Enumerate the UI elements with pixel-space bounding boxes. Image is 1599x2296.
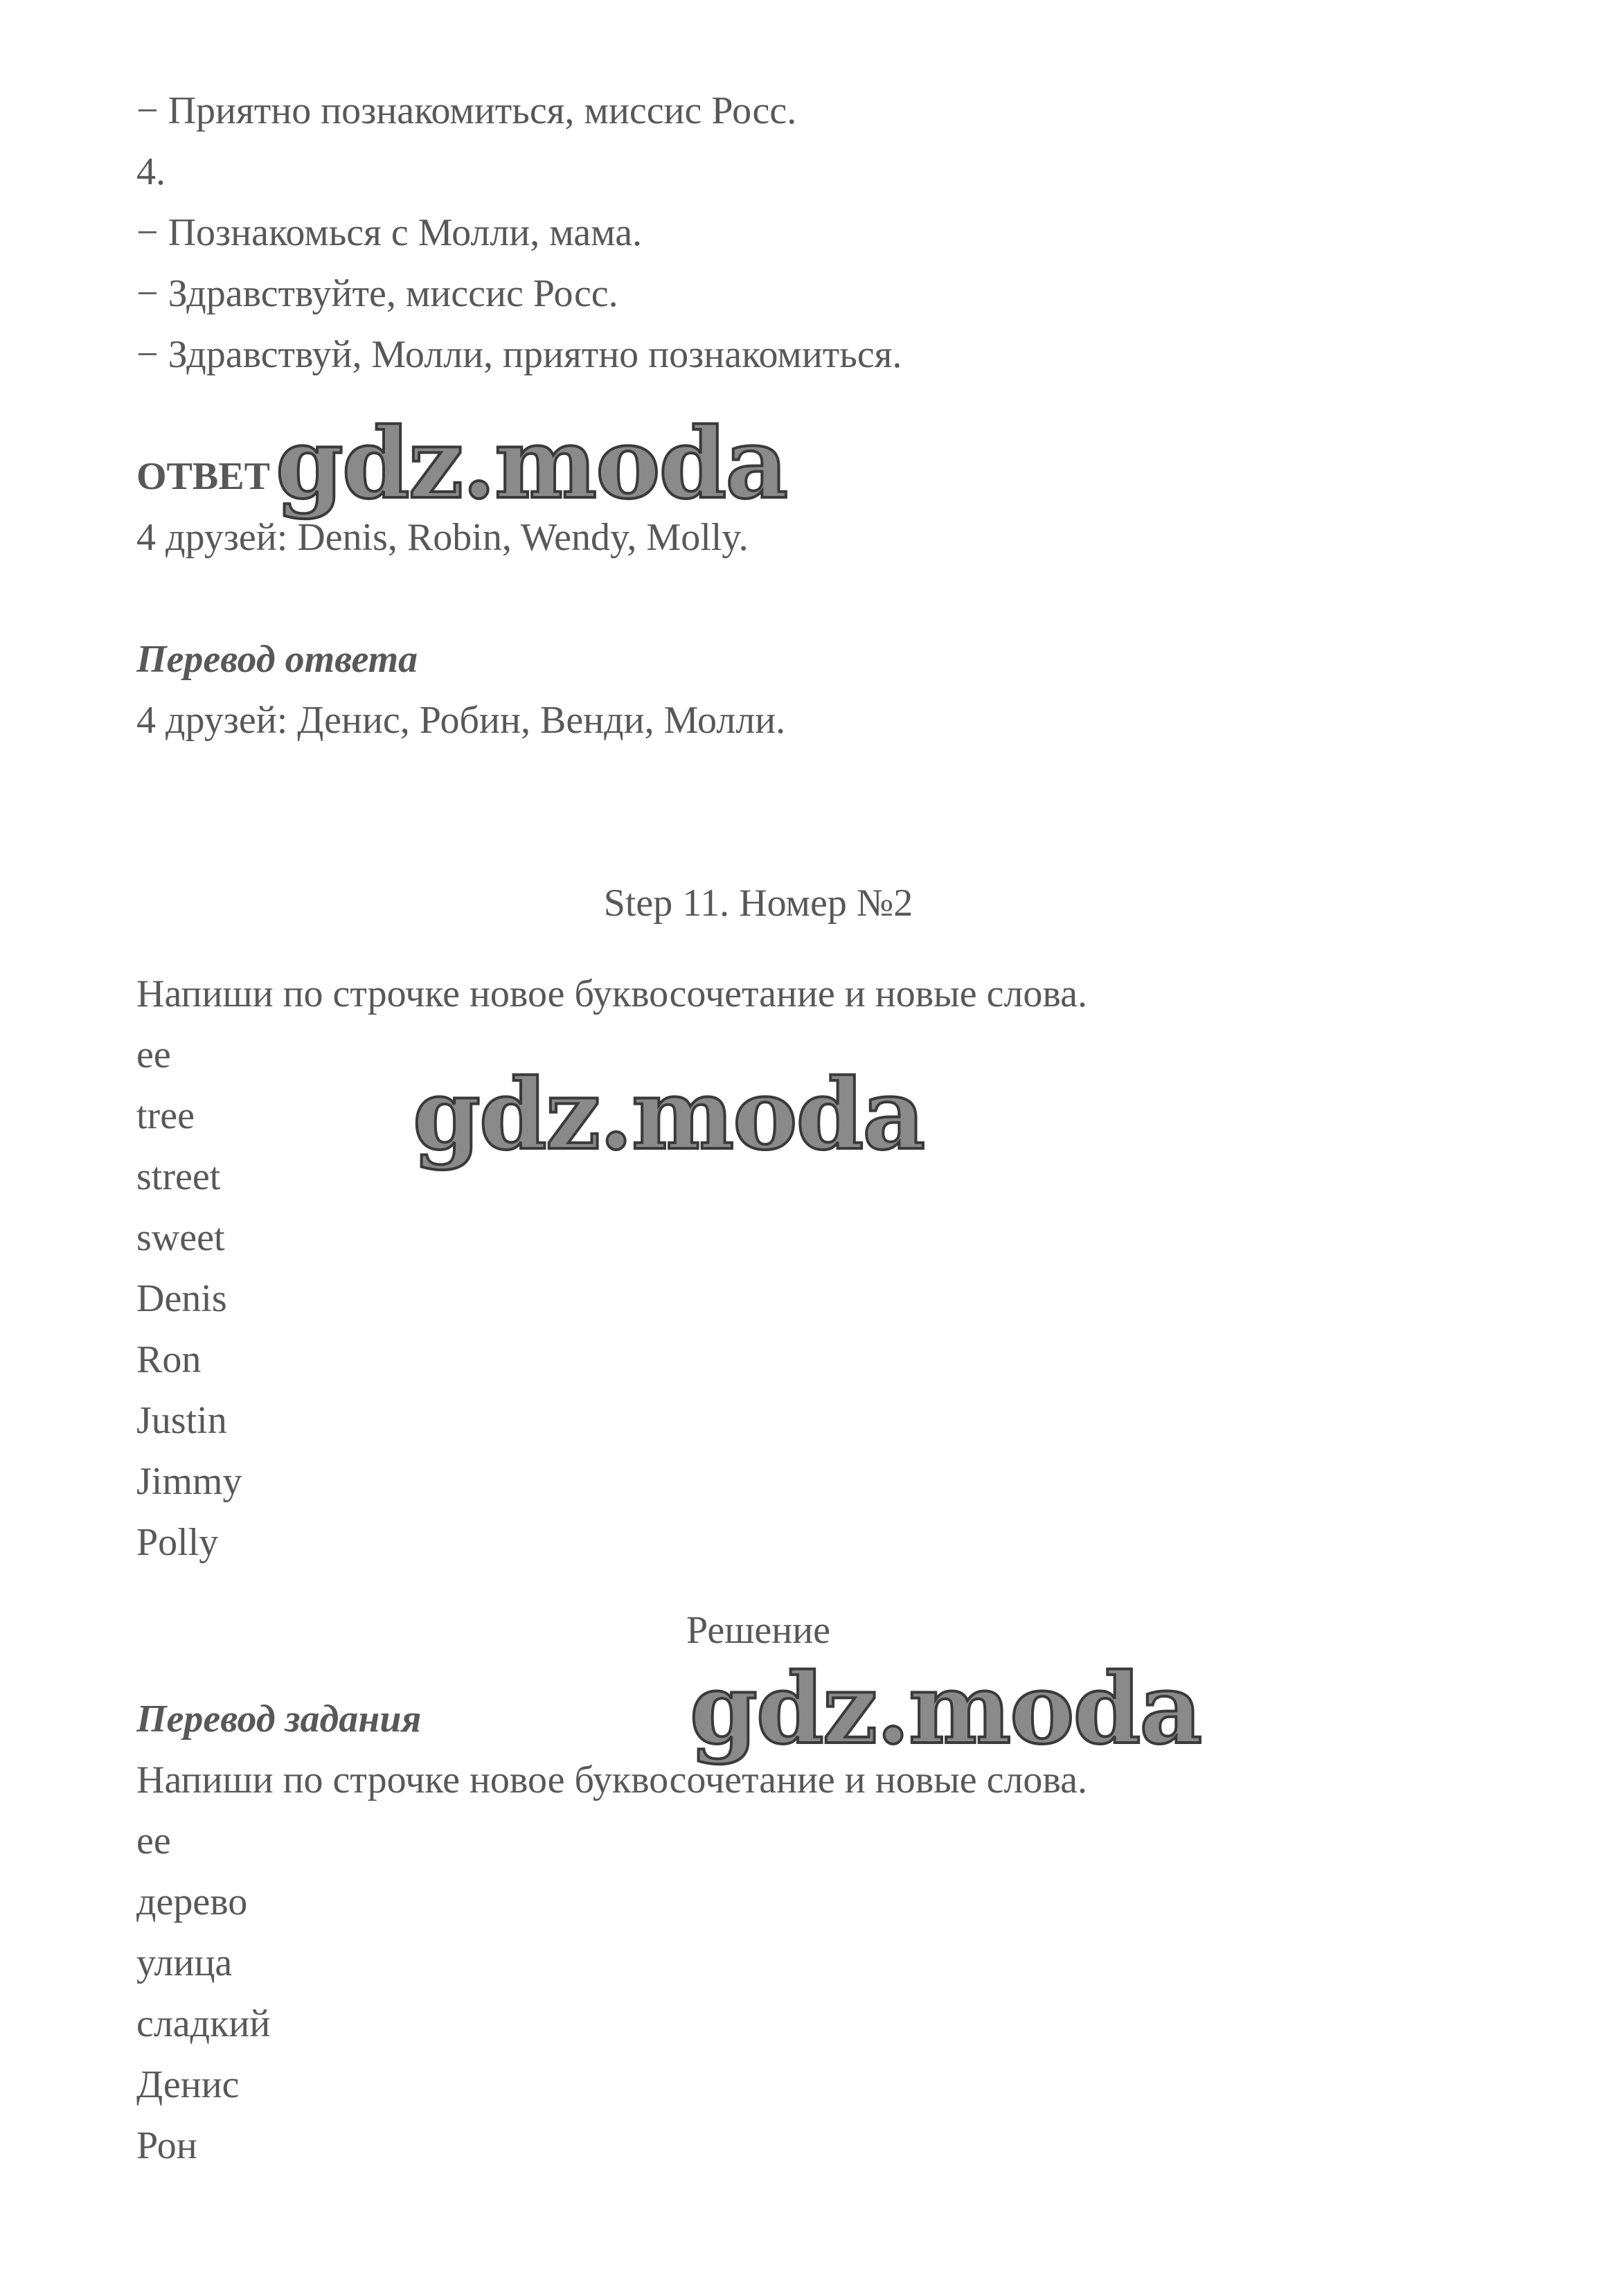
solution-translation-heading: Перевод задания [136,1698,422,1741]
answer-text: 4 друзей: Denis, Robin, Wendy, Molly. [136,516,749,559]
solution-word: дерево [136,1880,248,1923]
solution-word: улица [136,1941,233,1984]
task-instruction: Напиши по строчке новое буквосочетание и новые слова. [136,972,1087,1015]
answer-translation-heading: Перевод ответа [136,638,418,681]
task-word: ee [136,1033,171,1076]
dialogue-number-4: 4. [136,150,166,193]
watermark-logo: gdz.moda [276,407,787,521]
watermark-logo: gdz.moda [413,1058,924,1172]
task-word: street [136,1155,221,1198]
answer-heading: ОТВЕТ [136,455,270,498]
dialogue-line-1: − Приятно познакомиться, миссис Росс. [136,89,797,132]
answer-translation-text: 4 друзей: Денис, Робин, Венди, Молли. [136,699,786,742]
solution-word: ее [136,1819,171,1862]
task-word: sweet [136,1216,225,1259]
solution-word: сладкий [136,2002,271,2045]
task-title: Step 11. Номер №2 [603,882,913,925]
watermark-logo: gdz.moda [690,1653,1202,1766]
dialogue-line-2: − Познакомься с Молли, мама. [136,211,643,254]
solution-word: Денис [136,2063,240,2106]
task-word: Polly [136,1521,219,1564]
dialogue-line-4: − Здравствуй, Молли, приятно познакомиться. [136,333,902,376]
task-word: tree [136,1094,195,1137]
task-word: Ron [136,1338,202,1381]
dialogue-line-3: − Здравствуйте, миссис Росс. [136,272,618,315]
task-word: Denis [136,1277,227,1320]
task-word: Jimmy [136,1460,242,1503]
solution-instruction: Напиши по строчке новое буквосочетание и новые слова. [136,1759,1087,1801]
task-word: Justin [136,1399,227,1442]
solution-heading: Решение [686,1609,831,1652]
solution-word: Рон [136,2124,197,2167]
